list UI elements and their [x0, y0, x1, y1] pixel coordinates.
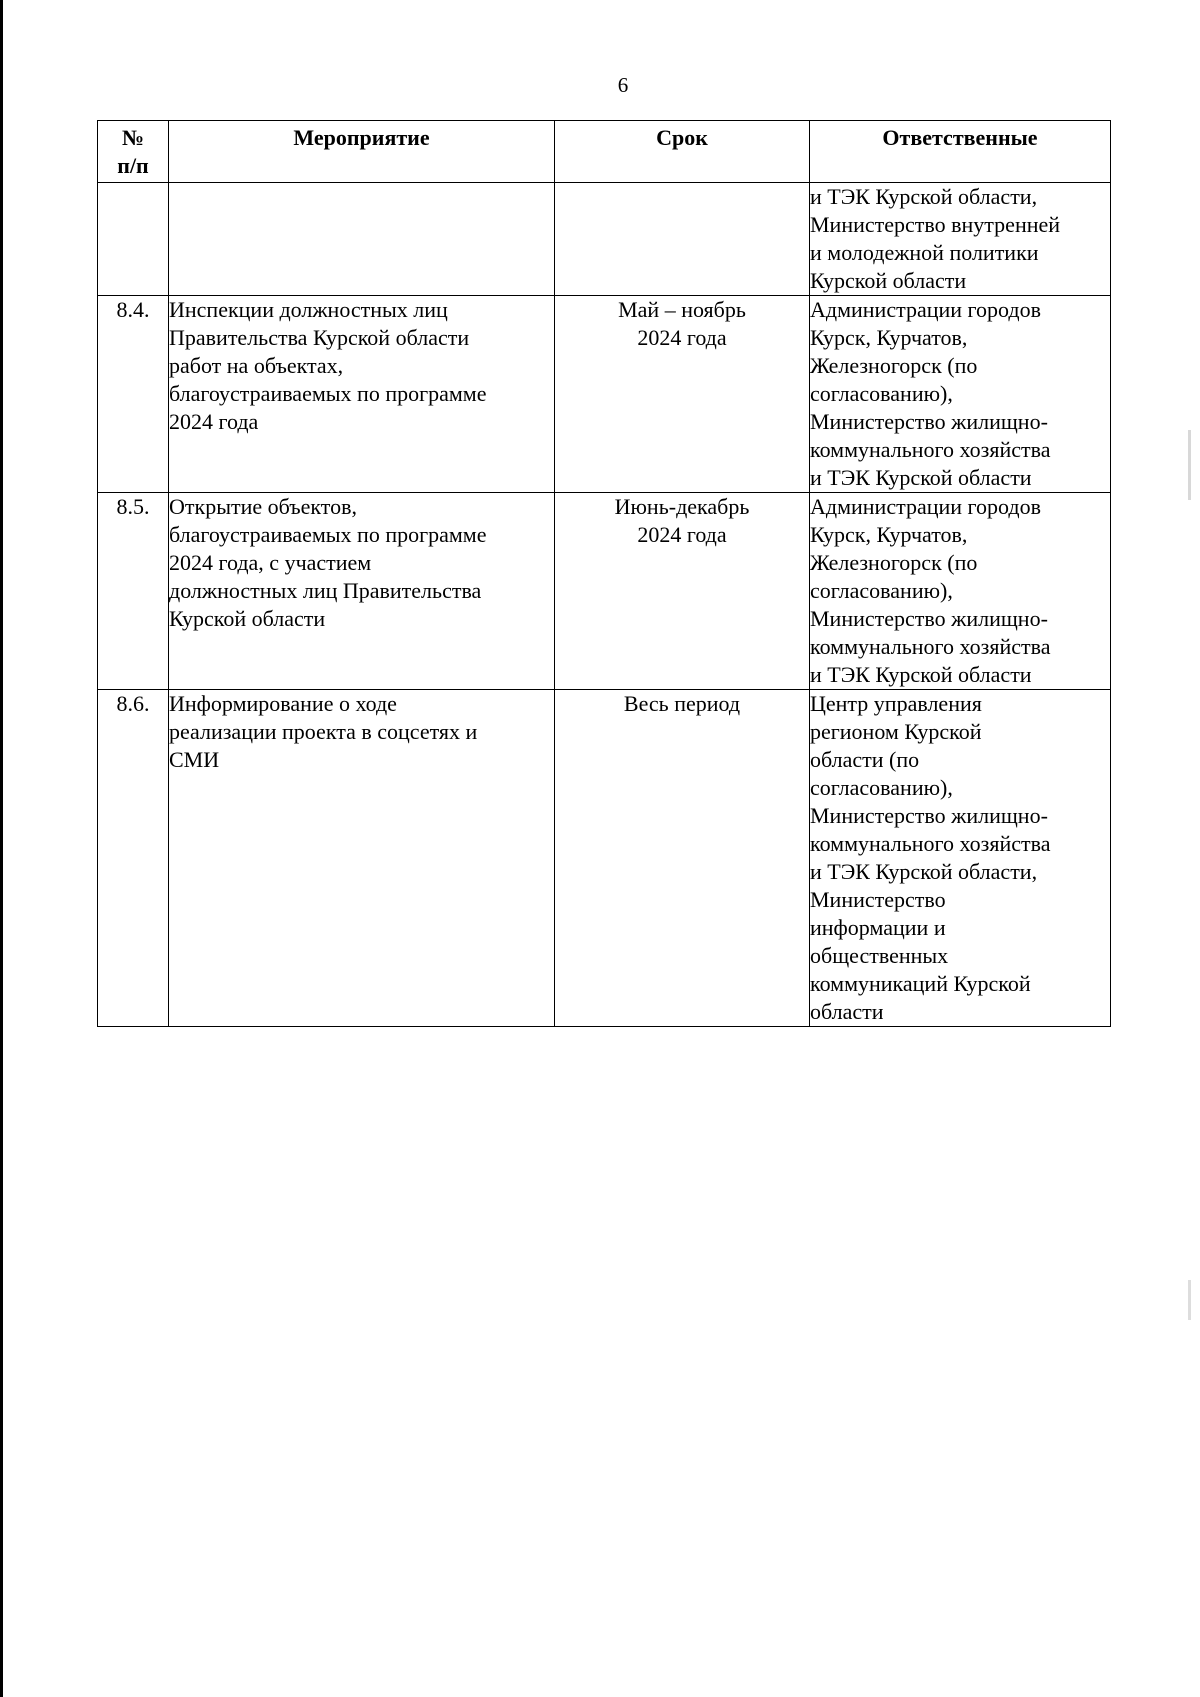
text-line: Курск, Курчатов, [810, 522, 968, 547]
scan-edge-mark [1188, 430, 1191, 500]
cell-num [98, 183, 169, 296]
text-line: общественных [810, 943, 949, 968]
header-event: Мероприятие [169, 121, 555, 183]
header-num-line: № [121, 125, 145, 150]
text-line: Администрации городов [810, 297, 1041, 322]
scan-edge-mark [1188, 1280, 1191, 1320]
text-line: Министерство [810, 887, 946, 912]
text-line: Министерство жилищно- [810, 409, 1048, 434]
cell-event [169, 183, 555, 296]
text-line: и ТЭК Курской области [810, 465, 1032, 490]
text-line: 2024 года, с участием [169, 550, 372, 575]
table-row [98, 183, 1111, 296]
cell-term [555, 183, 810, 296]
header-responsible: Ответственные [810, 121, 1111, 183]
text-line: и ТЭК Курской области, [810, 859, 1038, 884]
text-line: Курской области [810, 268, 967, 293]
header-num-line: п/п [117, 153, 149, 178]
cell-event [169, 690, 555, 1027]
text-line: Инспекции должностных лиц [169, 297, 448, 322]
text-line: коммунального хозяйства [810, 831, 1051, 856]
text-line: Центр управления [810, 691, 982, 716]
text-line: информации и [810, 915, 946, 940]
cell-num: 8.5. [98, 493, 169, 690]
text-line: Железногорск (по [810, 353, 978, 378]
text-line: регионом Курской [810, 719, 982, 744]
cell-term [555, 296, 810, 493]
cell-term [555, 493, 810, 690]
text-line: согласованию), [810, 775, 953, 800]
text-line: коммуникаций Курской [810, 971, 1031, 996]
text-line: Правительства Курской области [169, 325, 470, 350]
text-line: и ТЭК Курской области, [810, 184, 1038, 209]
text-line: коммунального хозяйства [810, 437, 1051, 462]
cell-num: 8.4. [98, 296, 169, 493]
text-line: 2024 года [637, 325, 727, 350]
text-line: работ на объектах, [169, 353, 344, 378]
text-line: благоустраиваемых по программе [169, 381, 487, 406]
text-line: согласованию), [810, 381, 953, 406]
text-line: 2024 года [169, 409, 259, 434]
text-line: Май – ноябрь [618, 297, 746, 322]
events-table [97, 120, 1111, 1027]
cell-term [555, 690, 810, 1027]
text-line: СМИ [169, 747, 220, 772]
text-line: 2024 года [637, 522, 727, 547]
cell-event [169, 493, 555, 690]
text-line: Курск, Курчатов, [810, 325, 968, 350]
text-line: Открытие объектов, [169, 494, 358, 519]
text-line: Министерство жилищно- [810, 803, 1048, 828]
text-line: Курской области [169, 606, 326, 631]
text-line: благоустраиваемых по программе [169, 522, 487, 547]
cell-num: 8.6. [98, 690, 169, 1027]
cell-responsible [810, 296, 1111, 493]
cell-event [169, 296, 555, 493]
table-row [98, 296, 1111, 493]
table-row [98, 493, 1111, 690]
table-row [98, 690, 1111, 1027]
text-line: и молодежной политики [810, 240, 1039, 265]
text-line: Весь период [623, 691, 741, 716]
table-header-row [98, 121, 1111, 183]
text-line: области (по [810, 747, 920, 772]
text-line: Администрации городов [810, 494, 1041, 519]
text-line: Министерство внутренней [810, 212, 1061, 237]
text-line: области [810, 999, 884, 1024]
header-num [98, 121, 169, 183]
text-line: и ТЭК Курской области [810, 662, 1032, 687]
cell-responsible [810, 183, 1111, 296]
text-line: должностных лиц Правительства [169, 578, 482, 603]
header-term: Срок [555, 121, 810, 183]
text-line: Железногорск (по [810, 550, 978, 575]
cell-responsible [810, 690, 1111, 1027]
scan-left-edge [0, 0, 3, 1697]
text-line: Министерство жилищно- [810, 606, 1048, 631]
text-line: Июнь-декабрь [614, 494, 750, 519]
text-line: реализации проекта в соцсетях и [169, 719, 478, 744]
page-number: 6 [617, 73, 629, 97]
text-line: согласованию), [810, 578, 953, 603]
cell-responsible [810, 493, 1111, 690]
text-line: Информирование о ходе [169, 691, 397, 716]
text-line: коммунального хозяйства [810, 634, 1051, 659]
